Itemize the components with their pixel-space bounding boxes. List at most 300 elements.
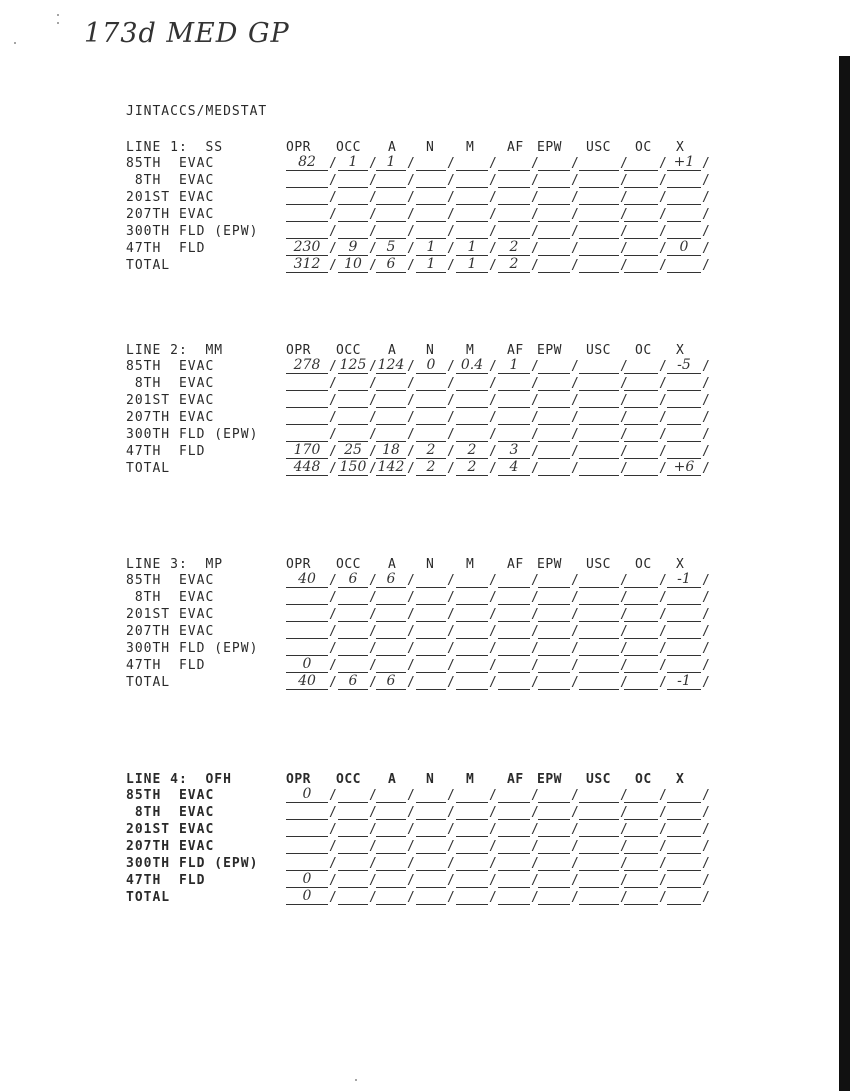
entry-blank-epw	[538, 427, 570, 442]
entry-blank-opr	[286, 573, 328, 588]
separator-slash: /	[407, 427, 415, 442]
entry-blank-m	[456, 573, 488, 588]
column-header-a: A	[388, 140, 397, 155]
entry-value: 2	[467, 459, 477, 475]
entry-blank-a	[376, 658, 406, 673]
handwritten-title: 173d MED GP	[84, 18, 290, 49]
entry-blank-n	[416, 607, 446, 622]
separator-slash: /	[369, 207, 377, 222]
separator-slash: /	[620, 376, 628, 391]
separator-slash: /	[369, 461, 377, 476]
separator-slash: /	[369, 873, 377, 888]
separator-slash: /	[329, 156, 337, 171]
separator-slash: /	[447, 224, 455, 239]
column-header-oc: OC	[635, 772, 652, 787]
entry-value: 0.4	[460, 357, 484, 373]
separator-slash: /	[407, 190, 415, 205]
entry-blank-n	[416, 461, 446, 476]
entry-blank-opr	[286, 376, 328, 391]
separator-slash: /	[702, 822, 710, 837]
separator-slash: /	[329, 444, 337, 459]
line-2-section	[126, 343, 726, 483]
separator-slash: /	[531, 427, 539, 442]
separator-slash: /	[407, 258, 415, 273]
separator-slash: /	[369, 624, 377, 639]
separator-slash: /	[369, 190, 377, 205]
separator-slash: /	[702, 258, 710, 273]
entry-blank-usc	[579, 607, 619, 622]
column-header-occ: OCC	[336, 343, 361, 358]
separator-slash: /	[369, 573, 377, 588]
column-header-n: N	[426, 343, 435, 358]
entry-blank-af	[498, 258, 530, 273]
entry-blank-usc	[579, 444, 619, 459]
entry-blank-x	[667, 607, 701, 622]
entry-blank-m	[456, 461, 488, 476]
entry-blank-oc	[624, 822, 658, 837]
entry-blank-opr	[286, 461, 328, 476]
entry-blank-m	[456, 410, 488, 425]
line-title: LINE 4: OFH	[126, 772, 232, 787]
separator-slash: /	[531, 224, 539, 239]
entry-blank-a	[376, 641, 406, 656]
entry-blank-oc	[624, 241, 658, 256]
entry-value: 0	[426, 357, 436, 373]
entry-blank-x	[667, 376, 701, 391]
separator-slash: /	[407, 658, 415, 673]
separator-slash: /	[369, 224, 377, 239]
entry-blank-epw	[538, 607, 570, 622]
separator-slash: /	[571, 839, 579, 854]
separator-slash: /	[659, 641, 667, 656]
separator-slash: /	[407, 359, 415, 374]
separator-slash: /	[407, 839, 415, 854]
separator-slash: /	[571, 658, 579, 673]
separator-slash: /	[620, 873, 628, 888]
entry-blank-occ	[338, 573, 368, 588]
entry-blank-af	[498, 873, 530, 888]
separator-slash: /	[620, 173, 628, 188]
separator-slash: /	[571, 607, 579, 622]
separator-slash: /	[620, 890, 628, 905]
entry-blank-a	[376, 258, 406, 273]
separator-slash: /	[369, 241, 377, 256]
separator-slash: /	[571, 427, 579, 442]
separator-slash: /	[531, 624, 539, 639]
row-label: 47TH FLD	[126, 444, 206, 459]
separator-slash: /	[407, 156, 415, 171]
separator-slash: /	[489, 788, 497, 803]
entry-blank-occ	[338, 873, 368, 888]
entry-blank-x	[667, 856, 701, 871]
entry-blank-epw	[538, 444, 570, 459]
separator-slash: /	[407, 675, 415, 690]
entry-blank-m	[456, 873, 488, 888]
entry-blank-n	[416, 207, 446, 222]
entry-value: +1	[673, 154, 695, 170]
separator-slash: /	[531, 393, 539, 408]
separator-slash: /	[369, 675, 377, 690]
separator-slash: /	[407, 241, 415, 256]
entry-blank-a	[376, 624, 406, 639]
entry-value: 1	[426, 256, 436, 272]
entry-value: 1	[509, 357, 519, 373]
separator-slash: /	[369, 839, 377, 854]
entry-blank-usc	[579, 359, 619, 374]
row-label: 300TH FLD (EPW)	[126, 224, 259, 239]
entry-blank-epw	[538, 822, 570, 837]
column-header-n: N	[426, 140, 435, 155]
entry-blank-a	[376, 224, 406, 239]
separator-slash: /	[702, 890, 710, 905]
entry-blank-a	[376, 805, 406, 820]
separator-slash: /	[531, 241, 539, 256]
row-label: TOTAL	[126, 890, 171, 905]
separator-slash: /	[329, 675, 337, 690]
separator-slash: /	[620, 461, 628, 476]
entry-blank-oc	[624, 805, 658, 820]
entry-blank-n	[416, 573, 446, 588]
separator-slash: /	[369, 393, 377, 408]
separator-slash: /	[702, 624, 710, 639]
separator-slash: /	[369, 444, 377, 459]
separator-slash: /	[702, 224, 710, 239]
separator-slash: /	[702, 658, 710, 673]
row-label: 47TH FLD	[126, 658, 206, 673]
separator-slash: /	[489, 675, 497, 690]
separator-slash: /	[659, 873, 667, 888]
entry-blank-occ	[338, 675, 368, 690]
separator-slash: /	[407, 393, 415, 408]
separator-slash: /	[489, 444, 497, 459]
entry-blank-opr	[286, 805, 328, 820]
entry-value: 0	[302, 888, 312, 904]
separator-slash: /	[447, 156, 455, 171]
entry-blank-af	[498, 359, 530, 374]
separator-slash: /	[329, 890, 337, 905]
separator-slash: /	[571, 393, 579, 408]
separator-slash: /	[489, 224, 497, 239]
entry-blank-m	[456, 624, 488, 639]
separator-slash: /	[659, 590, 667, 605]
entry-blank-epw	[538, 359, 570, 374]
entry-blank-a	[376, 822, 406, 837]
entry-value: 125	[339, 357, 367, 373]
separator-slash: /	[659, 427, 667, 442]
entry-value: 6	[386, 673, 396, 689]
separator-slash: /	[447, 641, 455, 656]
separator-slash: /	[620, 410, 628, 425]
entry-blank-n	[416, 427, 446, 442]
entry-value: -5	[677, 357, 691, 373]
separator-slash: /	[531, 461, 539, 476]
separator-slash: /	[447, 590, 455, 605]
entry-value: 25	[344, 442, 362, 458]
entry-blank-opr	[286, 607, 328, 622]
row-label: 8TH EVAC	[126, 590, 215, 605]
column-header-oc: OC	[635, 343, 652, 358]
entry-blank-m	[456, 839, 488, 854]
column-header-opr: OPR	[286, 557, 311, 572]
separator-slash: /	[702, 393, 710, 408]
separator-slash: /	[369, 258, 377, 273]
entry-blank-epw	[538, 788, 570, 803]
entry-blank-m	[456, 788, 488, 803]
column-header-m: M	[466, 343, 475, 358]
entry-blank-oc	[624, 207, 658, 222]
entry-blank-occ	[338, 641, 368, 656]
separator-slash: /	[659, 461, 667, 476]
row-label: 207TH EVAC	[126, 410, 215, 425]
separator-slash: /	[489, 173, 497, 188]
entry-blank-usc	[579, 658, 619, 673]
entry-blank-x	[667, 444, 701, 459]
separator-slash: /	[329, 788, 337, 803]
row-label: 8TH EVAC	[126, 376, 215, 391]
separator-slash: /	[659, 190, 667, 205]
entry-blank-oc	[624, 839, 658, 854]
column-header-usc: USC	[586, 557, 611, 572]
separator-slash: /	[447, 822, 455, 837]
separator-slash: /	[329, 224, 337, 239]
entry-blank-a	[376, 241, 406, 256]
separator-slash: /	[489, 393, 497, 408]
column-header-m: M	[466, 140, 475, 155]
column-header-epw: EPW	[537, 772, 562, 787]
entry-blank-n	[416, 788, 446, 803]
separator-slash: /	[447, 359, 455, 374]
column-header-usc: USC	[586, 343, 611, 358]
entry-blank-n	[416, 822, 446, 837]
entry-blank-epw	[538, 393, 570, 408]
separator-slash: /	[369, 156, 377, 171]
entry-blank-af	[498, 461, 530, 476]
separator-slash: /	[407, 873, 415, 888]
column-header-usc: USC	[586, 772, 611, 787]
entry-blank-opr	[286, 590, 328, 605]
row-label: 47TH FLD	[126, 241, 206, 256]
separator-slash: /	[489, 258, 497, 273]
separator-slash: /	[531, 675, 539, 690]
entry-blank-occ	[338, 376, 368, 391]
separator-slash: /	[620, 427, 628, 442]
row-label: 47TH FLD	[126, 873, 206, 888]
entry-blank-a	[376, 607, 406, 622]
entry-blank-m	[456, 190, 488, 205]
entry-blank-opr	[286, 258, 328, 273]
entry-blank-n	[416, 444, 446, 459]
separator-slash: /	[620, 224, 628, 239]
entry-blank-oc	[624, 624, 658, 639]
entry-blank-m	[456, 590, 488, 605]
separator-slash: /	[702, 410, 710, 425]
entry-blank-n	[416, 590, 446, 605]
entry-blank-m	[456, 376, 488, 391]
separator-slash: /	[702, 173, 710, 188]
entry-value: 40	[298, 571, 316, 587]
separator-slash: /	[407, 607, 415, 622]
entry-blank-opr	[286, 788, 328, 803]
entry-blank-usc	[579, 590, 619, 605]
entry-blank-epw	[538, 190, 570, 205]
entry-blank-n	[416, 856, 446, 871]
entry-blank-occ	[338, 890, 368, 905]
column-header-epw: EPW	[537, 343, 562, 358]
entry-blank-a	[376, 573, 406, 588]
separator-slash: /	[369, 410, 377, 425]
column-header-epw: EPW	[537, 140, 562, 155]
separator-slash: /	[571, 359, 579, 374]
entry-blank-epw	[538, 890, 570, 905]
entry-blank-epw	[538, 207, 570, 222]
separator-slash: /	[329, 376, 337, 391]
row-label: 201ST EVAC	[126, 190, 215, 205]
entry-blank-opr	[286, 658, 328, 673]
entry-blank-oc	[624, 393, 658, 408]
entry-blank-x	[667, 658, 701, 673]
column-header-m: M	[466, 557, 475, 572]
entry-blank-epw	[538, 658, 570, 673]
separator-slash: /	[531, 641, 539, 656]
separator-slash: /	[531, 805, 539, 820]
entry-blank-occ	[338, 359, 368, 374]
entry-blank-usc	[579, 461, 619, 476]
separator-slash: /	[489, 822, 497, 837]
entry-blank-af	[498, 376, 530, 391]
separator-slash: /	[620, 258, 628, 273]
entry-blank-a	[376, 190, 406, 205]
separator-slash: /	[489, 359, 497, 374]
entry-value: 4	[509, 459, 519, 475]
entry-blank-n	[416, 376, 446, 391]
entry-blank-af	[498, 573, 530, 588]
entry-blank-a	[376, 427, 406, 442]
row-label: 207TH EVAC	[126, 207, 215, 222]
entry-blank-m	[456, 856, 488, 871]
separator-slash: /	[329, 856, 337, 871]
entry-blank-m	[456, 607, 488, 622]
row-label: 85TH EVAC	[126, 359, 215, 374]
separator-slash: /	[329, 873, 337, 888]
separator-slash: /	[407, 805, 415, 820]
entry-blank-x	[667, 427, 701, 442]
entry-blank-oc	[624, 856, 658, 871]
separator-slash: /	[571, 573, 579, 588]
entry-blank-oc	[624, 590, 658, 605]
entry-blank-n	[416, 224, 446, 239]
separator-slash: /	[329, 641, 337, 656]
separator-slash: /	[531, 658, 539, 673]
line-title: LINE 2: MM	[126, 343, 224, 358]
entry-blank-oc	[624, 607, 658, 622]
separator-slash: /	[702, 873, 710, 888]
separator-slash: /	[620, 675, 628, 690]
line-4-section	[126, 772, 726, 912]
separator-slash: /	[620, 805, 628, 820]
entry-blank-af	[498, 393, 530, 408]
column-header-x: X	[676, 772, 685, 787]
scan-speck	[57, 14, 59, 16]
separator-slash: /	[329, 173, 337, 188]
entry-blank-opr	[286, 190, 328, 205]
entry-blank-oc	[624, 461, 658, 476]
separator-slash: /	[407, 788, 415, 803]
separator-slash: /	[702, 573, 710, 588]
separator-slash: /	[329, 258, 337, 273]
separator-slash: /	[659, 410, 667, 425]
entry-blank-oc	[624, 173, 658, 188]
row-label: 201ST EVAC	[126, 393, 215, 408]
entry-blank-opr	[286, 839, 328, 854]
entry-blank-opr	[286, 173, 328, 188]
entry-blank-usc	[579, 376, 619, 391]
separator-slash: /	[620, 658, 628, 673]
entry-blank-opr	[286, 156, 328, 171]
column-header-a: A	[388, 557, 397, 572]
entry-blank-occ	[338, 607, 368, 622]
separator-slash: /	[571, 173, 579, 188]
line-1-section	[126, 140, 726, 280]
entry-blank-m	[456, 444, 488, 459]
entry-blank-occ	[338, 624, 368, 639]
separator-slash: /	[702, 675, 710, 690]
entry-value: 278	[293, 357, 321, 373]
entry-blank-x	[667, 173, 701, 188]
separator-slash: /	[620, 607, 628, 622]
column-header-af: AF	[507, 343, 524, 358]
column-header-n: N	[426, 557, 435, 572]
entry-blank-af	[498, 856, 530, 871]
separator-slash: /	[620, 190, 628, 205]
separator-slash: /	[447, 258, 455, 273]
entry-blank-usc	[579, 890, 619, 905]
entry-blank-opr	[286, 675, 328, 690]
entry-blank-epw	[538, 573, 570, 588]
entry-blank-af	[498, 173, 530, 188]
entry-blank-oc	[624, 658, 658, 673]
entry-blank-n	[416, 173, 446, 188]
entry-blank-usc	[579, 156, 619, 171]
entry-blank-epw	[538, 156, 570, 171]
entry-blank-occ	[338, 590, 368, 605]
separator-slash: /	[407, 624, 415, 639]
separator-slash: /	[447, 427, 455, 442]
column-header-occ: OCC	[336, 557, 361, 572]
entry-blank-m	[456, 675, 488, 690]
entry-blank-occ	[338, 224, 368, 239]
entry-value: 40	[298, 673, 316, 689]
entry-blank-occ	[338, 241, 368, 256]
entry-blank-occ	[338, 156, 368, 171]
entry-blank-x	[667, 359, 701, 374]
entry-value: 6	[348, 673, 358, 689]
separator-slash: /	[489, 156, 497, 171]
entry-blank-usc	[579, 258, 619, 273]
entry-blank-epw	[538, 624, 570, 639]
entry-blank-usc	[579, 393, 619, 408]
entry-blank-opr	[286, 856, 328, 871]
entry-blank-n	[416, 839, 446, 854]
separator-slash: /	[447, 376, 455, 391]
entry-value: 0	[302, 786, 312, 802]
entry-blank-oc	[624, 258, 658, 273]
separator-slash: /	[531, 359, 539, 374]
entry-blank-usc	[579, 207, 619, 222]
entry-blank-x	[667, 839, 701, 854]
entry-blank-a	[376, 444, 406, 459]
separator-slash: /	[702, 241, 710, 256]
separator-slash: /	[369, 788, 377, 803]
